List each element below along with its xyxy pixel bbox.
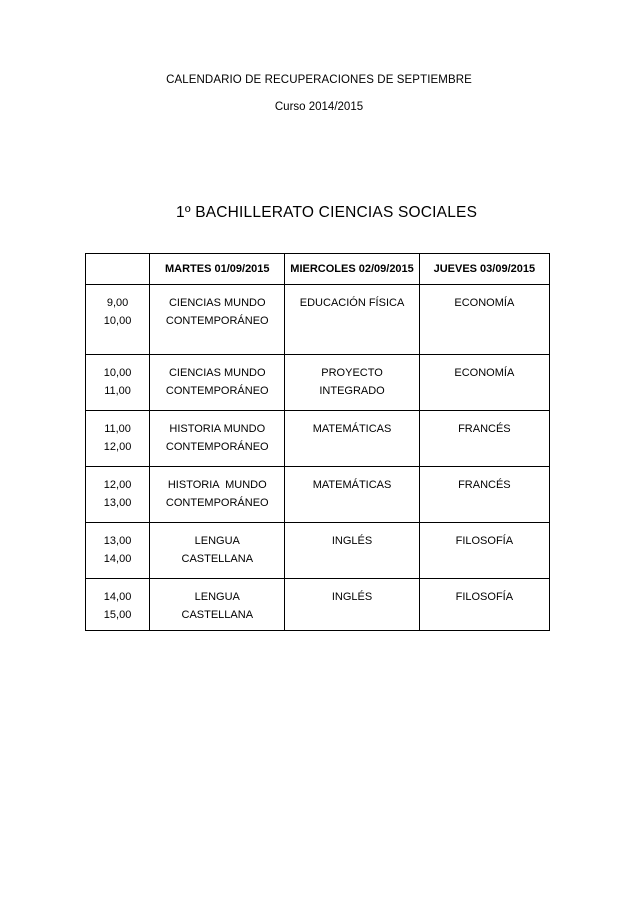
time-end: 14,00 <box>103 553 132 565</box>
table-row <box>86 579 550 631</box>
subject-line: HISTORIA MUNDO <box>169 423 266 435</box>
section-heading: 1º BACHILLERATO CIENCIAS SOCIALES <box>176 204 478 221</box>
time-start: 10,00 <box>103 367 132 379</box>
time-cell <box>86 467 150 523</box>
subject-line: CIENCIAS MUNDO <box>168 367 266 379</box>
martes-cell <box>150 285 285 355</box>
miercoles-cell <box>285 579 419 631</box>
header-miercoles: MIERCOLES 02/09/2015 <box>285 254 419 285</box>
subject-line: CONTEMPORÁNEO <box>165 497 269 509</box>
time-cell <box>86 523 150 579</box>
time-cell <box>86 579 150 631</box>
miercoles-cell <box>285 467 419 523</box>
subject-line: ECONOMÍA <box>454 297 515 309</box>
subject-line: FILOSOFÍA <box>455 535 514 547</box>
subject-line: EDUCACIÓN FÍSICA <box>299 297 405 309</box>
subject-line: MATEMÁTICAS <box>312 479 392 491</box>
time-cell <box>86 411 150 467</box>
subject-line: LENGUA <box>194 535 240 547</box>
miercoles-cell <box>285 523 419 579</box>
time-start: 13,00 <box>103 535 132 547</box>
subject-line: INGLÉS <box>331 591 373 603</box>
jueves-cell <box>419 285 549 355</box>
subject-line: HISTORIA MUNDO <box>167 479 267 491</box>
document-title: CALENDARIO DE RECUPERACIONES DE SEPTIEMBRE <box>166 74 472 86</box>
subject-line: CONTEMPORÁNEO <box>165 441 269 453</box>
subject-line: LENGUA <box>194 591 240 603</box>
time-end: 10,00 <box>103 315 132 327</box>
miercoles-cell <box>285 285 419 355</box>
table-row <box>86 523 550 579</box>
table-row <box>86 355 550 411</box>
jueves-cell <box>419 411 549 467</box>
time-start: 11,00 <box>104 423 131 435</box>
header-time <box>86 254 150 285</box>
subject-line: INTEGRADO <box>319 385 385 397</box>
time-end: 15,00 <box>103 609 132 621</box>
table-row <box>86 285 550 355</box>
miercoles-cell <box>285 355 419 411</box>
martes-cell <box>150 467 285 523</box>
subject-line: PROYECTO <box>321 367 383 379</box>
time-end: 11,00 <box>104 385 131 397</box>
subject-line: CIENCIAS MUNDO <box>168 297 266 309</box>
subject-line: CASTELLANA <box>181 553 254 565</box>
jueves-cell <box>419 467 549 523</box>
time-start: 12,00 <box>103 479 132 491</box>
subject-line: CONTEMPORÁNEO <box>165 385 269 397</box>
subject-line: FRANCÉS <box>458 423 511 435</box>
document-subtitle: Curso 2014/2015 <box>274 101 364 113</box>
subject-line: ECONOMÍA <box>454 367 515 379</box>
header-row <box>86 254 550 285</box>
subject-line: FILOSOFÍA <box>455 591 514 603</box>
time-end: 13,00 <box>103 497 132 509</box>
subject-line: FRANCÉS <box>458 479 511 491</box>
time-start: 14,00 <box>103 591 132 603</box>
subject-line: MATEMÁTICAS <box>312 423 392 435</box>
miercoles-cell <box>285 411 419 467</box>
table-row <box>86 411 550 467</box>
table-row <box>86 467 550 523</box>
martes-cell <box>150 579 285 631</box>
jueves-cell <box>419 355 549 411</box>
header-jueves: JUEVES 03/09/2015 <box>419 254 549 285</box>
subject-line: INGLÉS <box>331 535 373 547</box>
time-cell <box>86 285 150 355</box>
martes-cell <box>150 355 285 411</box>
time-cell <box>86 355 150 411</box>
time-end: 12,00 <box>103 441 132 453</box>
subject-line: CASTELLANA <box>181 609 254 621</box>
header-martes: MARTES 01/09/2015 <box>150 254 285 285</box>
martes-cell <box>150 411 285 467</box>
time-start: 9,00 <box>106 297 129 309</box>
jueves-cell <box>419 579 549 631</box>
martes-cell <box>150 523 285 579</box>
subject-line: CONTEMPORÁNEO <box>165 315 269 327</box>
schedule-table <box>85 253 550 631</box>
jueves-cell <box>419 523 549 579</box>
